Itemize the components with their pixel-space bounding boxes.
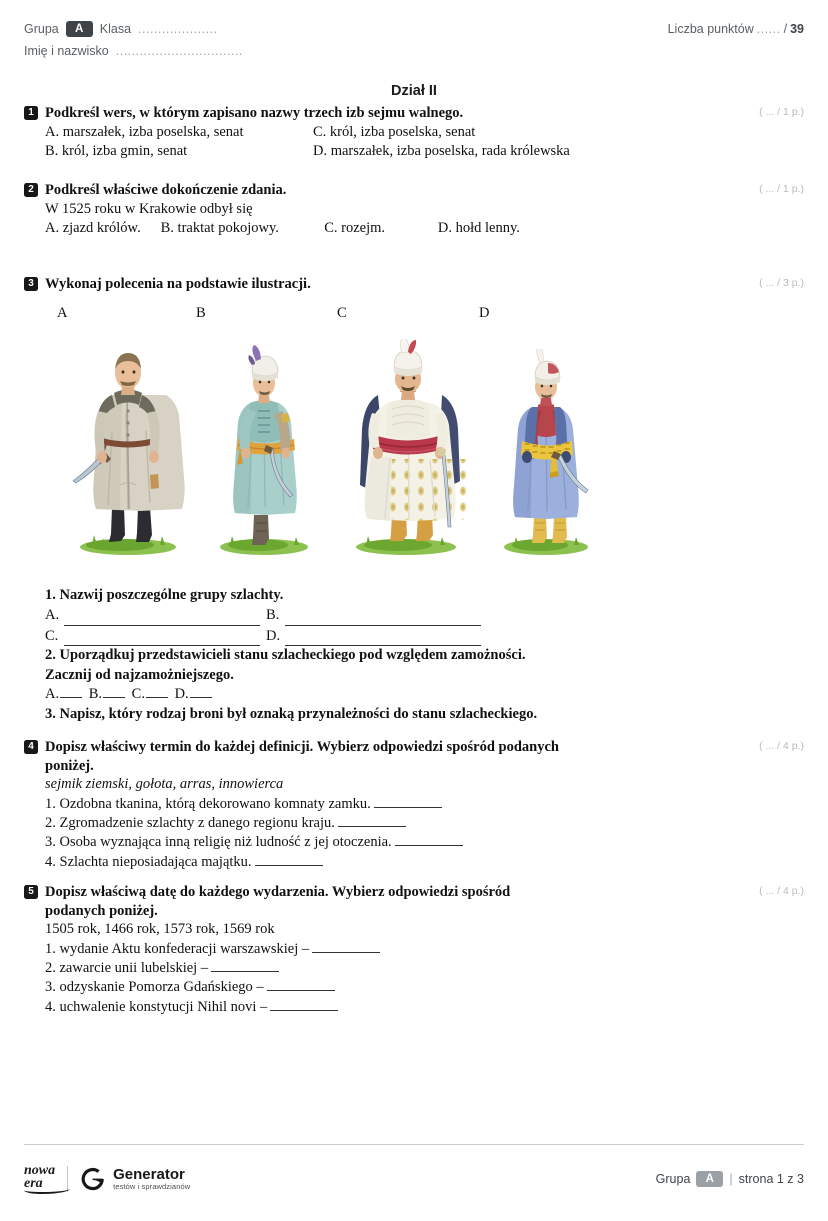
task-1-options [45, 123, 804, 162]
task-5-prompt [45, 883, 510, 920]
footer-separator: | [729, 1172, 733, 1186]
task-5-blank-4[interactable] [270, 998, 338, 1011]
task-4-blank-3[interactable] [395, 833, 463, 846]
task-4 [24, 738, 804, 872]
swoosh-icon [24, 1185, 70, 1194]
task-5-header [24, 883, 804, 920]
task-3-subtask-body [45, 586, 804, 724]
task-4-item-1-text: 1. Ozdobna tkanina, którą dekorowano komnaty zamku. [45, 795, 371, 812]
page-header [0, 18, 828, 66]
task-3-subtasks [24, 586, 804, 724]
name-dotted-line[interactable]: ................................ [115, 44, 243, 58]
task-3-points: ( ... / 3 p.) [759, 277, 804, 289]
points-label: Liczba punktów [667, 22, 754, 36]
task-3-slot-b[interactable] [103, 685, 125, 698]
figure-labels [24, 305, 624, 327]
task-4-item-4-text: 4. Szlachta nieposiadająca majątku. [45, 853, 252, 870]
points-dotted-line[interactable]: ...... [756, 22, 781, 36]
task-4-points: ( ... / 4 p.) [759, 740, 804, 752]
task-3-slot-d[interactable] [190, 685, 212, 698]
points-field [668, 18, 804, 40]
task-2 [24, 181, 804, 238]
figure-b-illustration [210, 345, 320, 555]
task-3-number-badge: 3 [24, 277, 38, 291]
task-3-answer-row-cd [45, 627, 804, 646]
task-4-blank-4[interactable] [255, 853, 323, 866]
task-4-wordbank: sejmik ziemski, gołota, arras, innowierca [45, 776, 284, 793]
task-3-blank-b[interactable] [285, 612, 481, 626]
task-5-prompt-line1: Dopisz właściwą datę do każdego wydarzenia. Wybierz odpowiedzi spośród [45, 884, 511, 900]
task-2-option-d[interactable]: D. hołd lenny. [437, 219, 520, 236]
task-3-blank-label-a: A. [45, 607, 60, 624]
task-2-prompt: Podkreśl właściwe dokończenie zdania. [45, 182, 287, 198]
generator-title: Generator [113, 1166, 185, 1184]
figure-b-szlachcic-teal [210, 345, 320, 555]
task-4-item-2 [45, 814, 804, 833]
task-3-blank-label-d: D. [266, 627, 281, 644]
task-4-body [45, 775, 804, 872]
task-2-option-c[interactable]: C. rozejm. [324, 219, 386, 236]
task-5 [24, 883, 804, 1017]
task-3-sub2-prompt-line2: Zacznij od najzamożniejszego. [45, 666, 234, 683]
task-5-points: ( ... / 4 p.) [759, 885, 804, 897]
task-5-item-4 [45, 998, 804, 1017]
task-5-number-badge: 5 [24, 885, 38, 899]
task-4-blank-2[interactable] [338, 814, 406, 827]
nowa-era-logo [24, 1164, 55, 1195]
task-5-blank-1[interactable] [312, 940, 380, 953]
figure-label-b: B [196, 305, 206, 321]
task-5-item-3 [45, 978, 804, 997]
task-3-slot-a[interactable] [60, 685, 82, 698]
header-row-group [24, 18, 804, 40]
task-1-option-b[interactable]: B. król, izba gmin, senat [45, 142, 188, 159]
generator-circle-arrow-icon [80, 1166, 106, 1192]
figure-c-illustration [344, 339, 474, 555]
task-5-prompt-line2: podanych poniżej. [45, 902, 158, 919]
task-5-item-2-text: 2. zawarcie unii lubelskiej – [45, 959, 209, 976]
task-4-item-1 [45, 795, 804, 814]
task-1-option-c[interactable]: C. król, izba poselska, senat [313, 123, 476, 140]
brand-block [24, 1164, 190, 1195]
task-5-item-3-text: 3. odzyskanie Pomorza Gdańskiego – [45, 979, 264, 996]
task-3-slot-label-c: C. [131, 686, 145, 703]
figure-label-a: A [57, 305, 68, 321]
task-2-stem: W 1525 roku w Krakowie odbył się [45, 200, 253, 217]
task-3-blank-d[interactable] [285, 632, 481, 646]
page-footer [24, 1144, 804, 1203]
task-4-item-2-text: 2. Zgromadzenie szlachty z danego regionu kraju. [45, 814, 335, 831]
task-5-blank-2[interactable] [211, 959, 279, 972]
group-class-field [24, 21, 218, 37]
task-5-wordbank: 1505 rok, 1466 rok, 1573 rok, 1569 rok [45, 921, 275, 938]
task-5-body [45, 920, 804, 1017]
class-dotted-line[interactable]: .................... [138, 22, 218, 36]
nobility-illustration [24, 305, 624, 555]
name-label: Imię i nazwisko [24, 44, 109, 58]
generator-text [113, 1167, 190, 1191]
footer-group-badge: A [696, 1171, 723, 1187]
task-2-header [24, 181, 804, 200]
task-3-ordering-slots [45, 685, 804, 704]
task-5-item-1 [45, 940, 804, 959]
task-4-header [24, 738, 804, 775]
figure-label-c: C [337, 305, 347, 321]
figure-a-illustration [62, 335, 192, 555]
points-total: 39 [790, 22, 804, 36]
footer-page-info [656, 1171, 804, 1187]
task-4-blank-1[interactable] [374, 795, 442, 808]
task-4-prompt [45, 738, 559, 775]
group-label: Grupa [24, 22, 59, 36]
task-1-options-row-b [45, 142, 804, 161]
task-1-number-badge: 1 [24, 106, 38, 120]
task-2-number-badge: 2 [24, 183, 38, 197]
task-3-slot-label-b: B. [88, 686, 103, 703]
task-1-header [24, 104, 804, 123]
task-1-option-d[interactable]: D. marszałek, izba poselska, rada królewska [313, 142, 570, 159]
task-1-option-a[interactable]: A. marszałek, izba poselska, senat [45, 123, 244, 140]
task-4-number-badge: 4 [24, 740, 38, 754]
figure-d-illustration [492, 349, 602, 555]
task-3-blank-a[interactable] [64, 612, 260, 626]
points-slash: / [783, 22, 788, 36]
task-2-body [45, 200, 804, 239]
nowa-era-line2: era [24, 1176, 43, 1191]
task-3-blank-label-b: B. [266, 607, 280, 624]
task-3-slot-label-a: A. [45, 686, 60, 703]
task-3-prompt: Wykonaj polecenia na podstawie ilustracji. [45, 276, 311, 292]
task-4-prompt-line1: Dopisz właściwy termin do każdej definicji. Wybierz odpowiedzi spośród podanych [45, 739, 559, 755]
generator-logo [80, 1166, 190, 1192]
task-4-item-4 [45, 853, 804, 872]
group-badge: A [66, 21, 93, 37]
task-4-item-3 [45, 833, 804, 852]
task-3-blank-c[interactable] [64, 632, 260, 646]
task-3-header [24, 275, 804, 294]
footer-page-number: strona 1 z 3 [738, 1172, 804, 1186]
task-1-prompt: Podkreśl wers, w którym zapisano nazwy trzech izb sejmu walnego. [45, 105, 464, 121]
task-5-item-4-text: 4. uchwalenie konstytucji Nihil novi – [45, 998, 268, 1015]
footer-group-label: Grupa [655, 1172, 691, 1186]
class-label: Klasa [99, 22, 132, 36]
task-1 [24, 104, 804, 161]
task-3-blank-label-c: C. [45, 627, 59, 644]
section-title: Dział II [391, 83, 437, 99]
task-3-answer-row-ab [45, 606, 804, 625]
nowa-era-line1: nowa [24, 1162, 56, 1178]
task-5-blank-3[interactable] [267, 978, 335, 991]
task-1-points: ( ... / 1 p.) [759, 106, 804, 118]
name-field [24, 44, 243, 58]
task-2-option-a[interactable]: A. zjazd królów. [45, 219, 141, 236]
figure-label-d: D [479, 305, 490, 321]
task-3-slot-c[interactable] [146, 685, 168, 698]
header-row-name [24, 40, 804, 62]
task-3-slot-label-d: D. [174, 686, 189, 703]
task-3 [24, 275, 804, 294]
task-2-points: ( ... / 1 p.) [759, 183, 804, 195]
task-5-item-2 [45, 959, 804, 978]
task-2-option-b[interactable]: B. traktat pokojowy. [160, 219, 279, 236]
task-3-sub3-prompt: 3. Napisz, który rodzaj broni był oznaką przynależności do stanu szlacheckiego. [45, 705, 538, 722]
task-3-sub1-prompt: 1. Nazwij poszczególne grupy szlachty. [45, 587, 284, 603]
figure-a-szlachcic-grey [62, 335, 192, 555]
task-2-options [45, 219, 804, 238]
figure-d-szlachcic-blue [492, 349, 602, 555]
task-3-sub2-prompt-line1: 2. Uporządkuj przedstawicieli stanu szlacheckiego pod względem zamożności. [45, 647, 526, 664]
task-4-item-3-text: 3. Osoba wyznająca inną religię niż ludność z jej otoczenia. [45, 834, 392, 851]
figure-row [24, 327, 624, 555]
task-1-options-row-a [45, 123, 804, 142]
figure-c-magnat-white [344, 339, 474, 555]
generator-subtitle: testów i sprawdzianów [113, 1181, 191, 1191]
task-4-prompt-line2: poniżej. [45, 757, 94, 774]
task-5-item-1-text: 1. wydanie Aktu konfederacji warszawskiej – [45, 940, 310, 957]
